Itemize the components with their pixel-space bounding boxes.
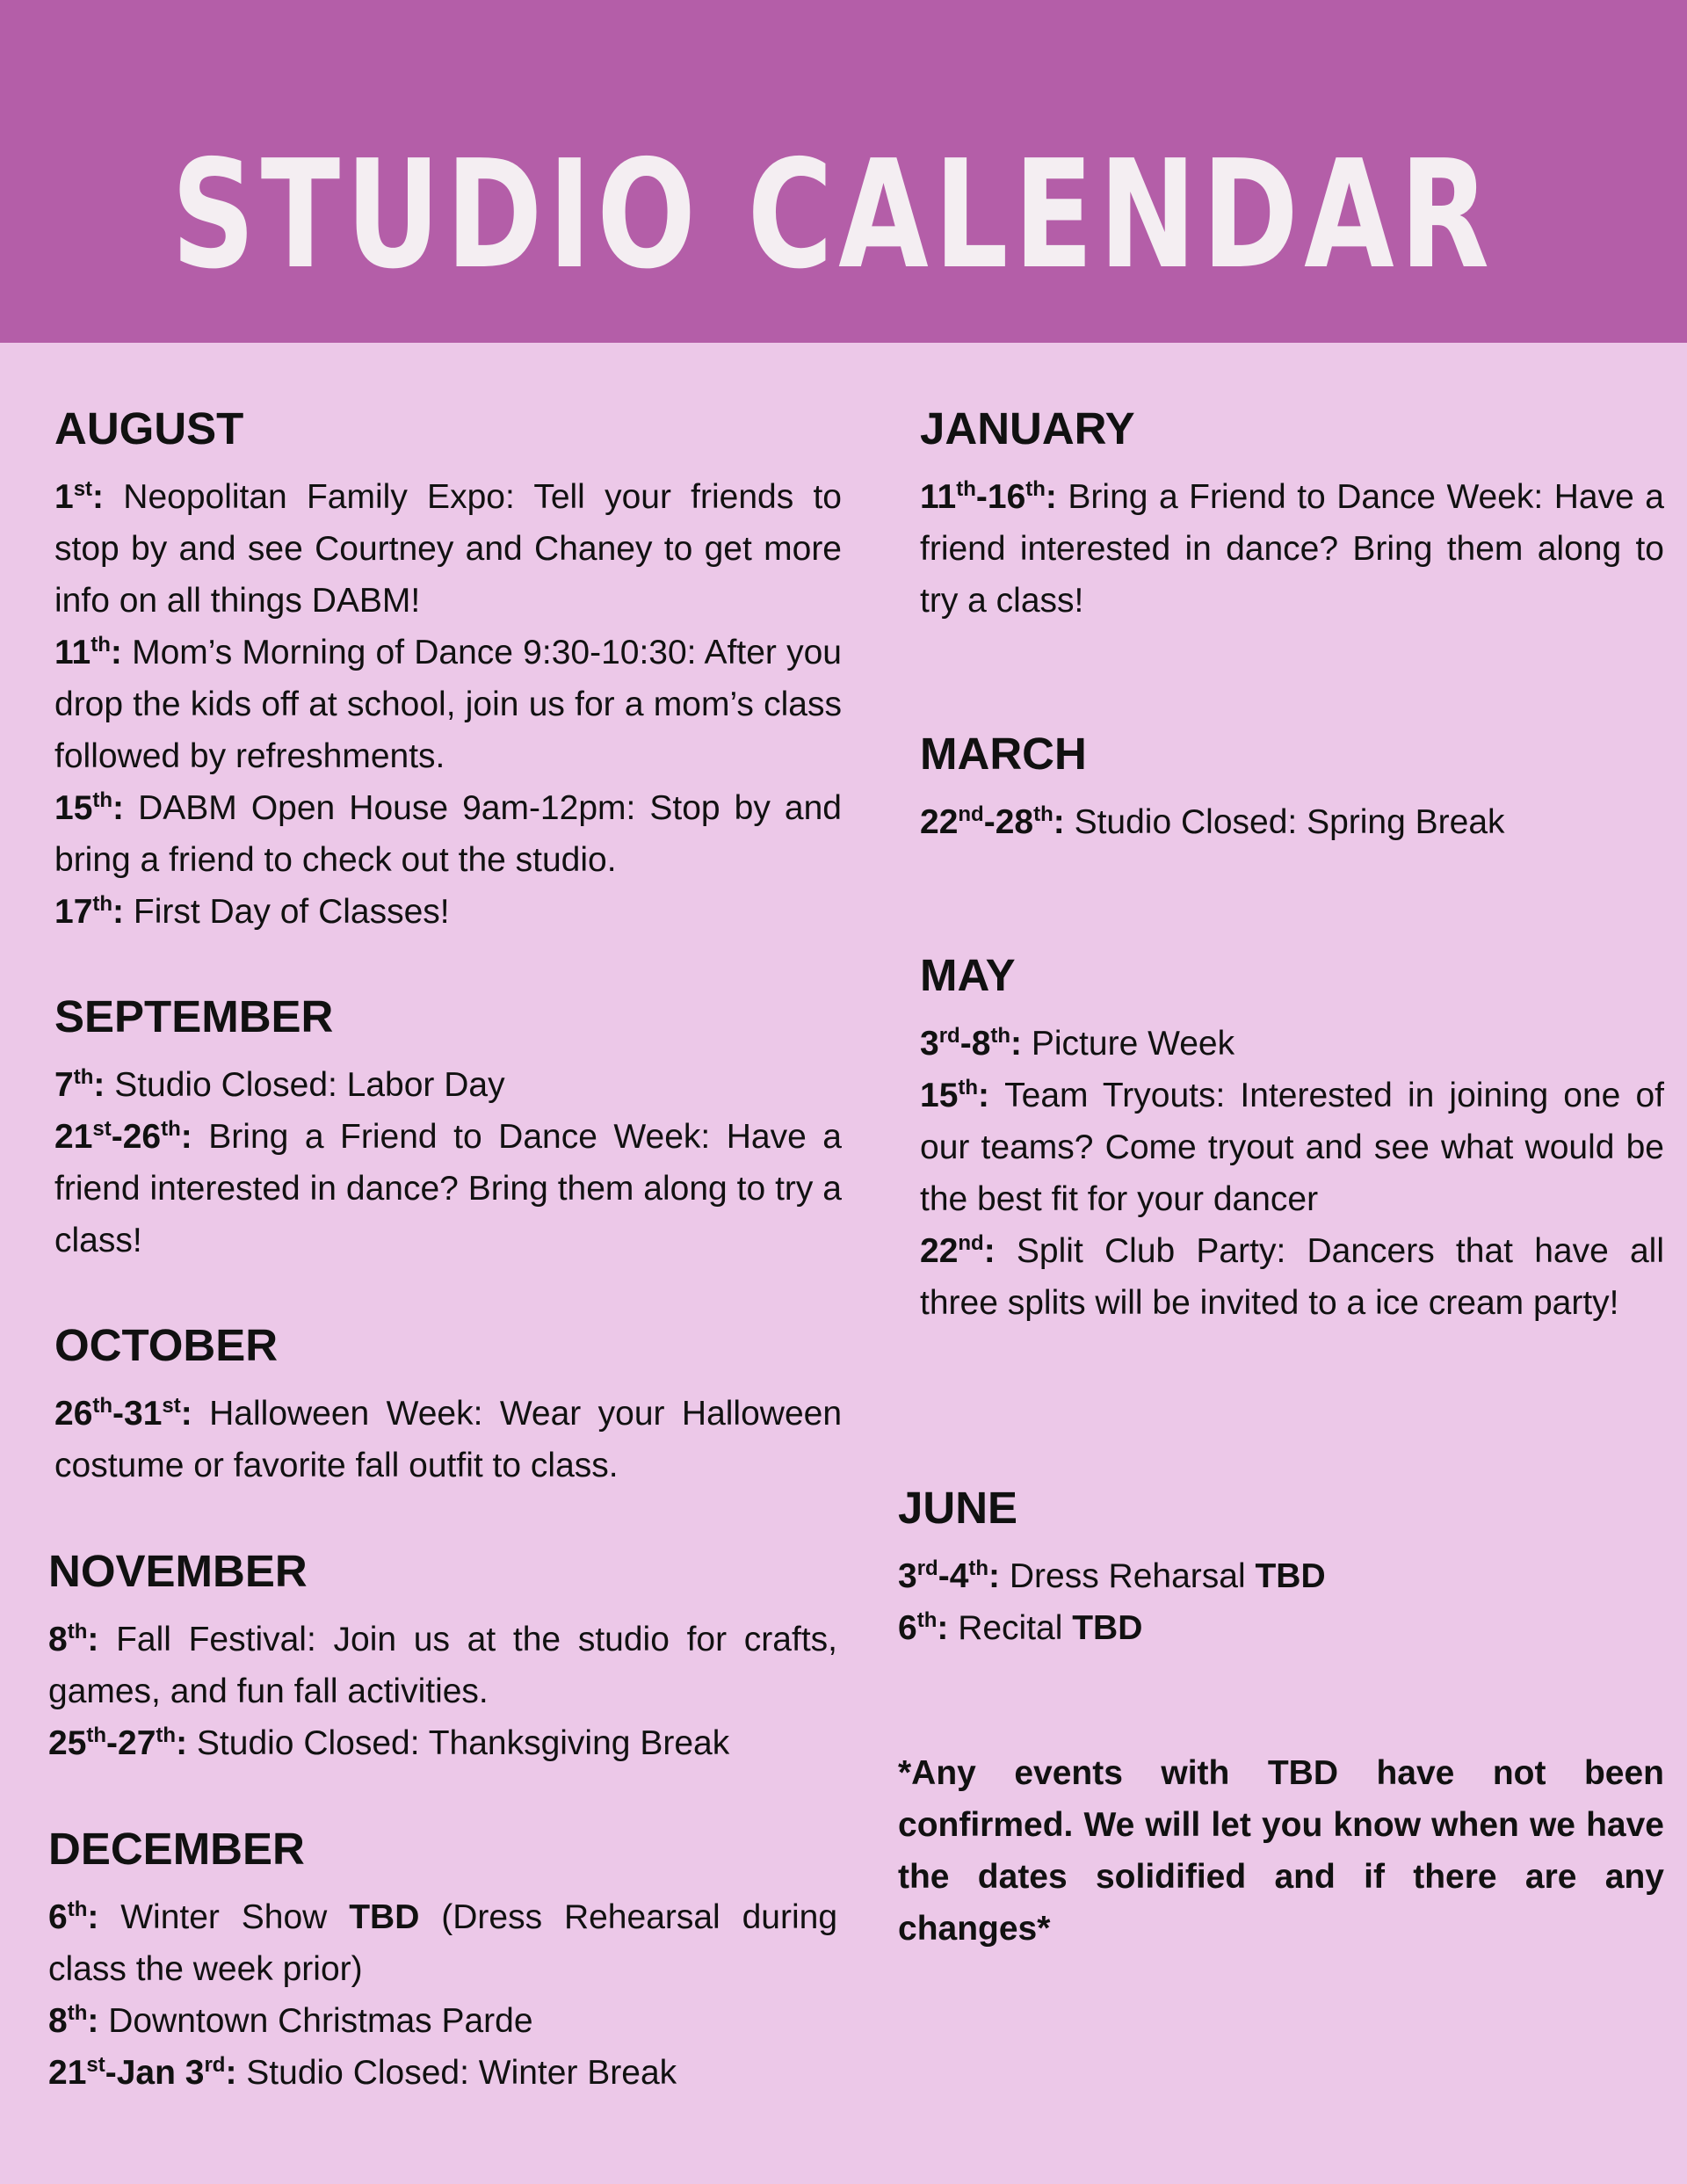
entry-text: Mom’s Morning of Dance 9:30-10:30: After you drop the kids off at school, join us for a mom’s class followed by refreshments. bbox=[54, 634, 842, 775]
calendar-entry bbox=[920, 796, 1664, 848]
month-section-may bbox=[920, 949, 1664, 1329]
calendar-entry bbox=[54, 1111, 842, 1266]
month-heading-november: NOVEMBER bbox=[48, 1546, 308, 1596]
calendar-entry bbox=[920, 471, 1664, 627]
entry-date: 1st: bbox=[54, 477, 124, 516]
entry-date: 3rd-4th: bbox=[898, 1556, 1010, 1595]
calendar-entry bbox=[48, 2047, 837, 2099]
calendar-entry bbox=[48, 1995, 837, 2047]
entry-text: (Dress Rehearsal during class the week prior) bbox=[48, 1898, 838, 1988]
tbd-disclaimer-note: *Any events with TBD have not been confirmed. We will let you know when we have the dates solidified and if there are any changes* bbox=[898, 1754, 1664, 1948]
entry-text: Studio Closed: Thanksgiving Break bbox=[196, 1724, 730, 1762]
entry-date: 15th: bbox=[54, 788, 139, 827]
month-heading-january: JANUARY bbox=[920, 403, 1135, 453]
month-section-december bbox=[48, 1823, 837, 2099]
entry-text: Split Club Party: Dancers that have all three splits will be invited to a ice cream party! bbox=[920, 1232, 1664, 1322]
calendar-entry bbox=[920, 1018, 1664, 1070]
month-section-january bbox=[920, 403, 1664, 627]
month-heading-august: AUGUST bbox=[54, 403, 244, 453]
tbd-label: TBD bbox=[1255, 1557, 1326, 1595]
entry-date: 11th: bbox=[54, 633, 133, 671]
entry-text: Bring a Friend to Dance Week: Have a friend interested in dance? Bring them along to try a class! bbox=[54, 1118, 842, 1259]
calendar-entry bbox=[898, 1550, 1664, 1602]
calendar-entry bbox=[898, 1602, 1664, 1654]
entry-date: 22nd-28th: bbox=[920, 802, 1075, 841]
entry-text: Fall Festival: Join us at the studio for crafts, games, and fun fall activities. bbox=[48, 1621, 837, 1710]
calendar-entry bbox=[54, 627, 842, 782]
month-heading-september: SEPTEMBER bbox=[54, 991, 334, 1041]
entry-text: Studio Closed: Labor Day bbox=[114, 1066, 505, 1104]
month-section-march bbox=[920, 728, 1664, 848]
calendar-entry bbox=[54, 1059, 842, 1111]
entry-date: 3rd-8th: bbox=[920, 1024, 1032, 1063]
entry-text: Bring a Friend to Dance Week: Have a friend interested in dance? Bring them along to try a class! bbox=[920, 478, 1664, 620]
entry-date: 17th: bbox=[54, 892, 134, 931]
month-section-august bbox=[54, 403, 842, 938]
month-heading-march: MARCH bbox=[920, 729, 1087, 779]
month-heading-october: OCTOBER bbox=[54, 1320, 279, 1370]
entry-text: Halloween Week: Wear your Halloween costume or favorite fall outfit to class. bbox=[54, 1395, 843, 1484]
entry-date: 21st-26th: bbox=[54, 1117, 209, 1156]
entry-text: Winter Show bbox=[120, 1898, 350, 1936]
entry-text: Picture Week bbox=[1031, 1025, 1235, 1063]
entry-date: 7th: bbox=[54, 1065, 115, 1104]
calendar-entry bbox=[54, 886, 842, 938]
month-section-september bbox=[54, 990, 842, 1266]
entry-text: DABM Open House 9am-12pm: Stop by and bring a friend to check out the studio. bbox=[54, 789, 842, 879]
calendar-entry bbox=[54, 471, 842, 627]
tbd-label: TBD bbox=[1072, 1609, 1143, 1647]
header-banner bbox=[0, 0, 1687, 343]
tbd-label: TBD bbox=[349, 1898, 420, 1936]
entry-date: 6th: bbox=[898, 1608, 959, 1647]
entry-date: 21st-Jan 3rd: bbox=[48, 2053, 247, 2092]
entry-text: Neopolitan Family Expo: Tell your friends to stop by and see Courtney and Chaney to get more info on all things DABM! bbox=[54, 478, 842, 620]
page-title: STUDIO CALENDAR bbox=[171, 128, 1495, 302]
entry-date: 6th: bbox=[48, 1897, 121, 1936]
entry-text: Downtown Christmas Parde bbox=[108, 2002, 533, 2040]
month-heading-may: MAY bbox=[920, 950, 1016, 1000]
entry-date: 8th: bbox=[48, 2001, 109, 2040]
entry-text: First Day of Classes! bbox=[133, 893, 450, 931]
entry-date: 15th: bbox=[920, 1076, 1005, 1114]
entry-date: 8th: bbox=[48, 1620, 117, 1658]
calendar-entry bbox=[48, 1614, 837, 1717]
month-section-june bbox=[898, 1482, 1664, 1654]
entry-text: Recital bbox=[958, 1609, 1073, 1647]
calendar-entry bbox=[920, 1225, 1664, 1329]
month-section-november bbox=[48, 1545, 837, 1769]
calendar-entry bbox=[54, 782, 842, 886]
calendar-entry bbox=[48, 1717, 837, 1769]
entry-text: Studio Closed: Spring Break bbox=[1074, 803, 1505, 841]
entry-date: 26th-31st: bbox=[54, 1394, 210, 1433]
entry-text: Studio Closed: Winter Break bbox=[246, 2054, 677, 2092]
entry-date: 11th-16th: bbox=[920, 477, 1068, 516]
calendar-entry bbox=[920, 1070, 1664, 1225]
month-heading-december: DECEMBER bbox=[48, 1824, 305, 1874]
entry-text: Dress Reharsal bbox=[1009, 1557, 1256, 1595]
month-heading-june: JUNE bbox=[898, 1483, 1018, 1533]
calendar-entry bbox=[48, 1891, 837, 1995]
entry-date: 25th-27th: bbox=[48, 1723, 197, 1762]
month-section-october bbox=[54, 1319, 842, 1491]
entry-date: 22nd: bbox=[920, 1231, 1017, 1270]
entry-text: Team Tryouts: Interested in joining one of our teams? Come tryout and see what would be the best fit for your dancer bbox=[920, 1077, 1664, 1218]
calendar-entry bbox=[54, 1388, 842, 1491]
